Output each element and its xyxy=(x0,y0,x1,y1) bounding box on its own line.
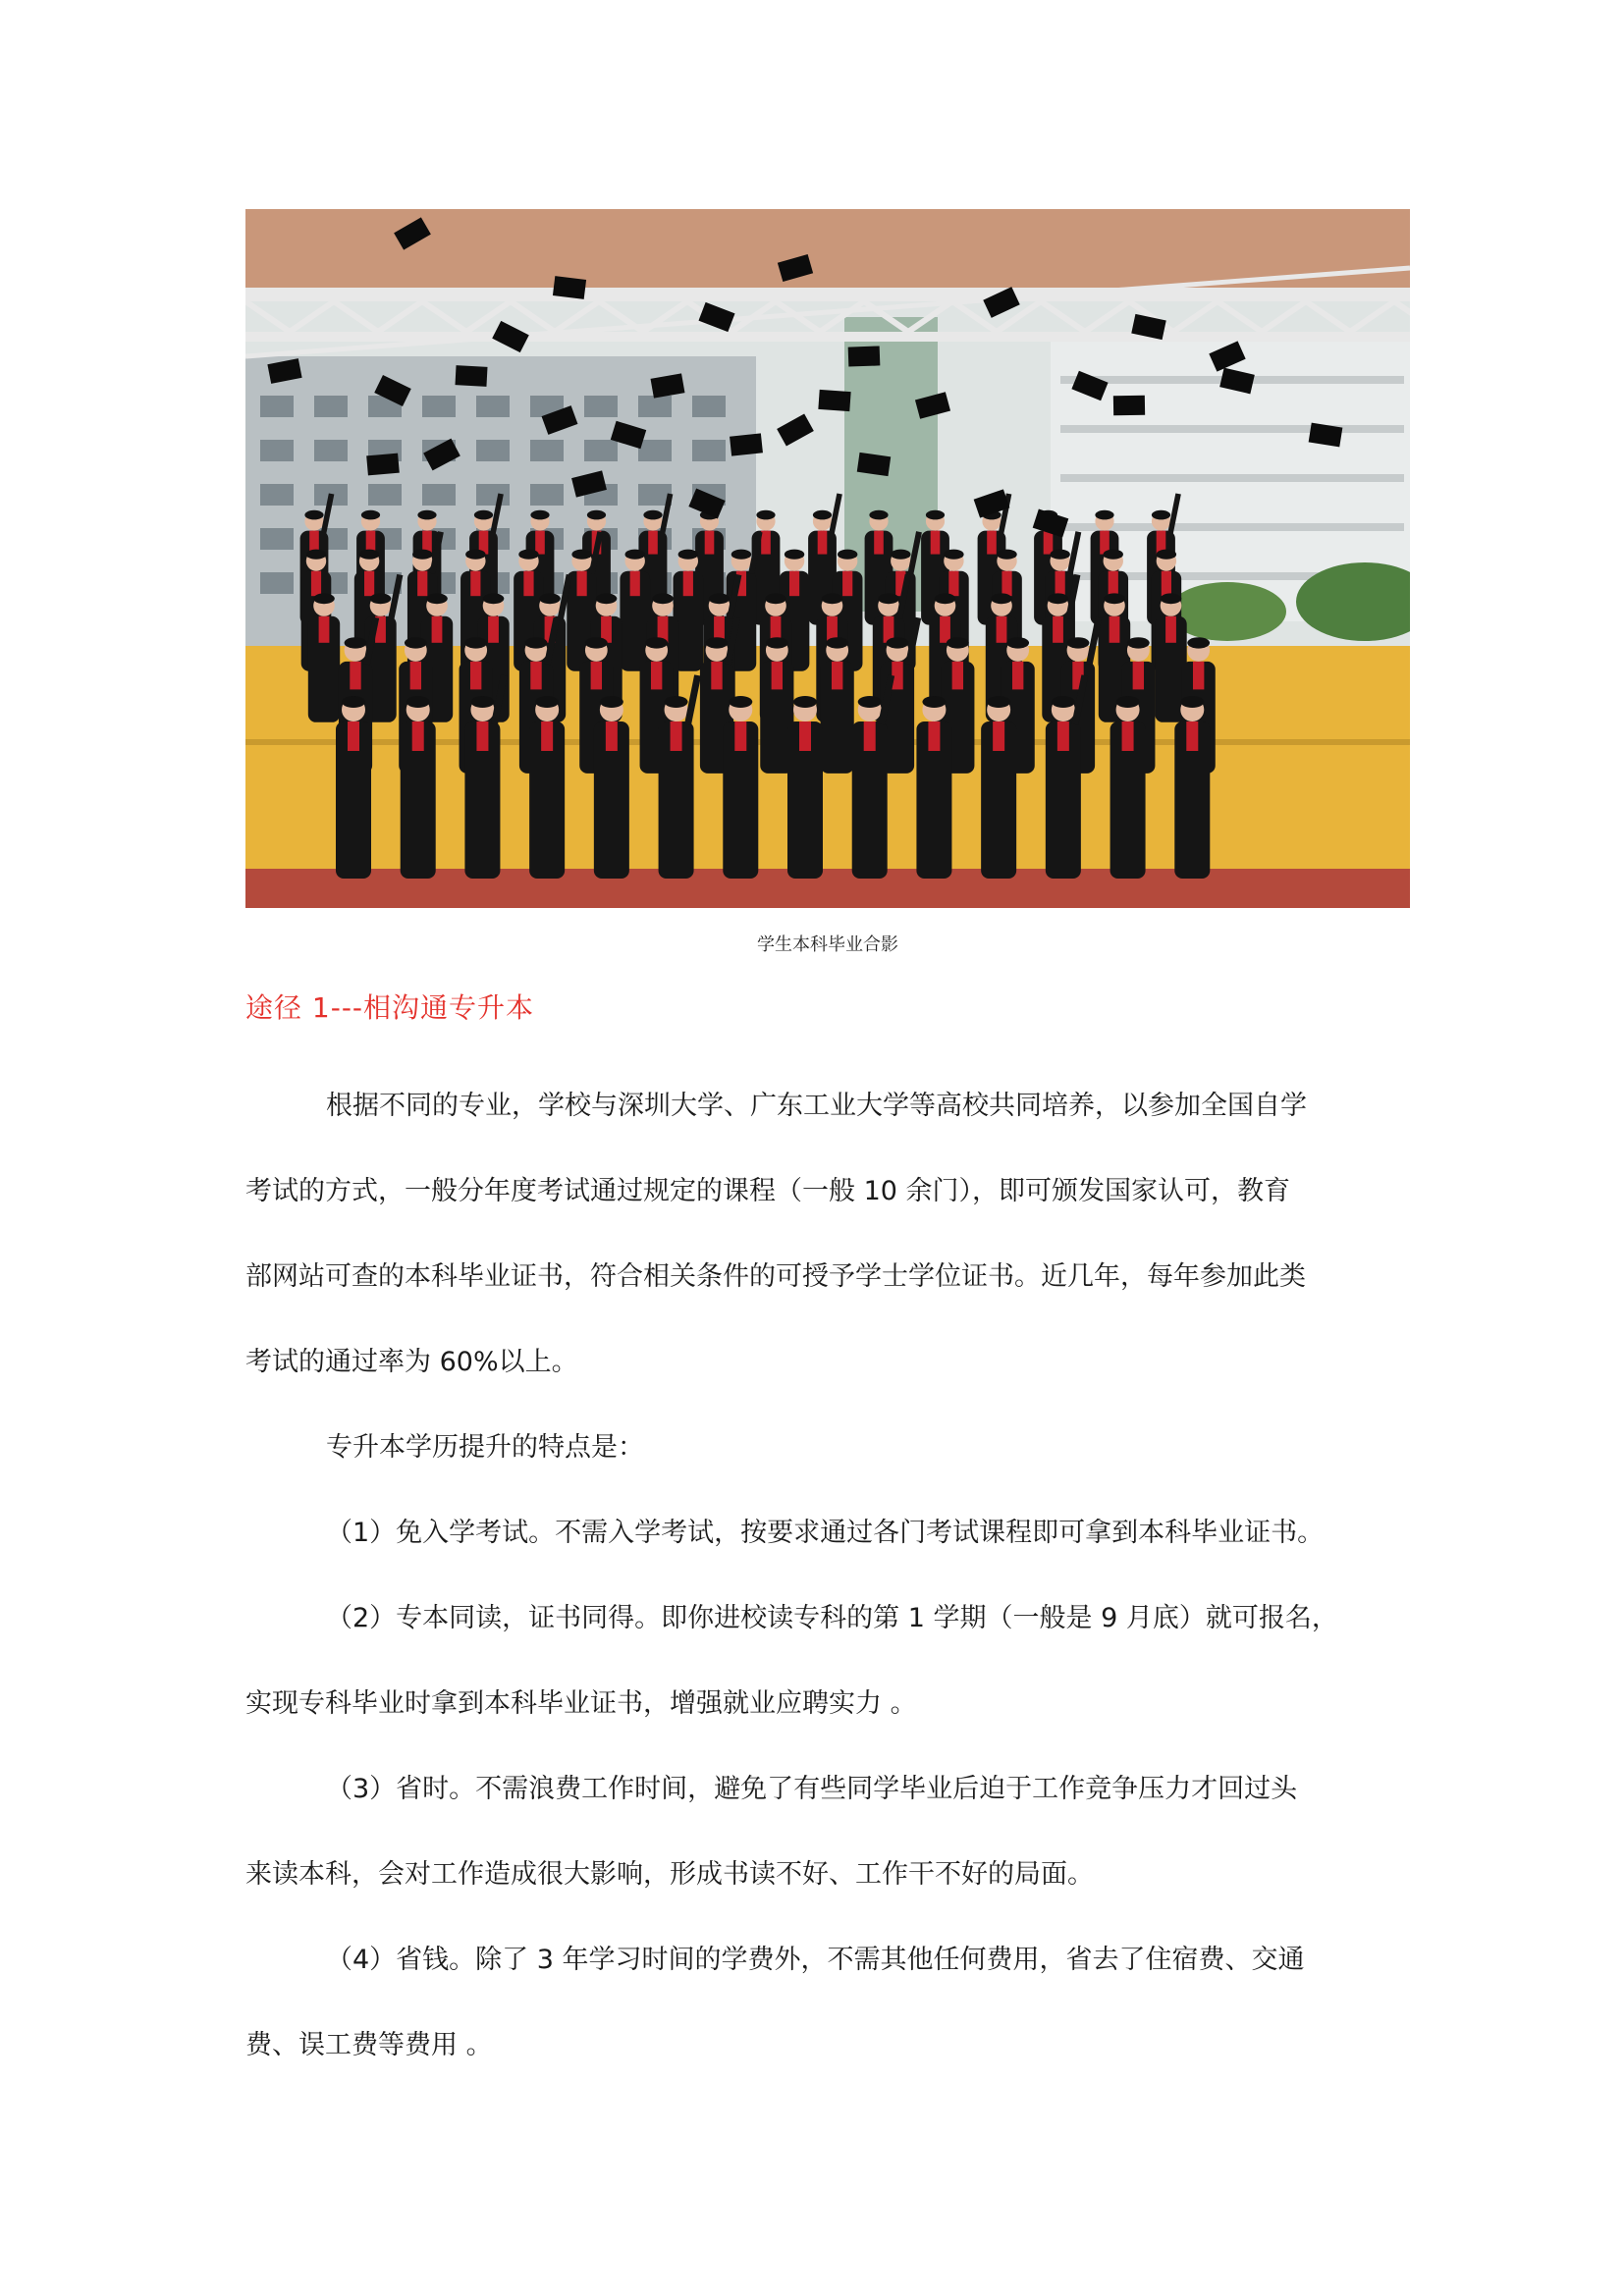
photo-graduate-hood xyxy=(651,662,662,690)
photo-graduate-hair xyxy=(926,510,945,520)
photo-graduate-hood xyxy=(319,616,330,643)
photo-graduate-hood xyxy=(311,571,321,597)
photo-graduate-hair xyxy=(359,550,379,560)
photo-graduate-hood xyxy=(630,571,640,597)
photo-graduate-hood xyxy=(874,531,884,555)
photo-graduate-hair xyxy=(997,550,1016,560)
photo-graduate-hood xyxy=(671,721,682,751)
photo-graduate-hair xyxy=(766,637,788,648)
paragraph-1-line-3: 部网站可查的本科毕业证书，符合相关条件的可授予学士学位证书。近几年，每年参加此类 xyxy=(245,1261,1306,1292)
photo-building-window xyxy=(530,484,564,506)
photo-graduate-hair xyxy=(1104,593,1125,604)
photo-flying-cap xyxy=(848,346,881,366)
photo-building-window xyxy=(260,528,294,550)
photo-graduate-hood xyxy=(1056,571,1065,597)
photo-graduate-hair xyxy=(665,696,688,708)
list-item-3-line-1: （3）省时。不需浪费工作时间，避免了有些同学毕业后迫于工作竞争压力才回过头 xyxy=(326,1774,1298,1804)
photo-graduate-hood xyxy=(993,721,1004,751)
photo-graduate-hood xyxy=(523,571,533,597)
photo-graduate-hair xyxy=(645,637,668,648)
photo-building-window xyxy=(476,484,510,506)
photo-graduate-hood xyxy=(1053,616,1063,643)
photo-building-window xyxy=(260,484,294,506)
photo-graduate-hair xyxy=(625,550,645,560)
photo-graduate-hair xyxy=(361,510,380,520)
photo-graduate-hair xyxy=(891,550,910,560)
photo-graduate-hair xyxy=(1157,550,1176,560)
list-item-4-line-1: （4）省钱。除了 3 年学习时间的学费外，不需其他任何费用，省去了住宿费、交通 xyxy=(326,1945,1305,1975)
photo-building-window xyxy=(476,440,510,461)
photo-building-window xyxy=(368,484,402,506)
paragraph-1-line-1: 根据不同的专业，学校与深圳大学、广东工业大学等高校共同培养，以参加全国自学 xyxy=(326,1091,1307,1121)
photo-graduate-hood xyxy=(417,571,427,597)
photo-graduate-hood xyxy=(535,531,545,555)
photo-graduate-hood xyxy=(864,721,876,751)
photo-graduate-hood xyxy=(350,662,360,690)
photo-graduate-hood xyxy=(789,571,799,597)
photo-flying-cap xyxy=(553,276,586,299)
photo-graduate-hair xyxy=(887,637,909,648)
paragraph-2-line-1: 专升本学历提升的特点是： xyxy=(326,1432,644,1463)
photo-graduate-hair xyxy=(678,550,698,560)
photo-building-window xyxy=(692,396,726,417)
list-item-1-line-1: （1）免入学考试。不需入学考试，按要求通过各门考试课程即可拿到本科毕业证书。 xyxy=(326,1518,1325,1548)
photo-graduate-hood xyxy=(541,721,553,751)
photo-flying-cap xyxy=(455,365,487,387)
photo-building-window xyxy=(260,440,294,461)
photo-graduate-hood xyxy=(832,662,842,690)
photo-graduate-hair xyxy=(417,510,436,520)
photo-graduate-hood xyxy=(1186,721,1198,751)
list-item-2-line-1: （2）专本同读，证书同得。即你进校读专科的第 1 学期（一般是 9 月底）就可报名， xyxy=(326,1603,1338,1633)
photo-graduate-hood xyxy=(470,662,481,690)
photo-graduate-hair xyxy=(483,593,505,604)
photo-building-window xyxy=(638,396,672,417)
list-item-2-line-2: 实现专科毕业时拿到本科毕业证书，增强就业应聘实力 。 xyxy=(245,1688,917,1719)
photo-graduate-hair xyxy=(1104,550,1123,560)
photo-graduate-hood xyxy=(799,721,811,751)
photo-graduate-hood xyxy=(412,721,424,751)
photo-graduate-hood xyxy=(530,662,541,690)
photo-graduate-hood xyxy=(987,531,997,555)
photo-graduate-hair xyxy=(869,510,888,520)
photo-graduate-hood xyxy=(842,571,852,597)
photo-graduate-hood xyxy=(940,616,950,643)
photo-graduate-hair xyxy=(465,550,485,560)
photo-graduate-hair xyxy=(987,696,1010,708)
photo-graduate-hair xyxy=(313,593,335,604)
photo-graduate-hood xyxy=(683,571,693,597)
photo-graduate-hair xyxy=(412,550,432,560)
photo-graduate-hood xyxy=(948,571,958,597)
photo-graduate-hair xyxy=(306,550,326,560)
photo-graduate-hood xyxy=(591,662,602,690)
photo-graduate-hair xyxy=(731,550,751,560)
photo-graduate-hood xyxy=(818,531,828,555)
photo-graduate-hair xyxy=(1161,593,1182,604)
photo-graduate-hair xyxy=(596,593,618,604)
photo-graduate-hair xyxy=(342,696,365,708)
photo-graduate-hood xyxy=(892,662,902,690)
photo-graduate-hair xyxy=(1052,696,1075,708)
photo-graduate-hair xyxy=(345,637,367,648)
photo-graduate-hair xyxy=(464,637,487,648)
photo-graduate-hair xyxy=(405,637,427,648)
photo-graduate-hood xyxy=(488,616,499,643)
photo-graduate-hair xyxy=(1152,510,1170,520)
photo-graduate-hood xyxy=(432,616,443,643)
photo-graduate-hair xyxy=(858,696,882,708)
photo-graduate-hair xyxy=(947,637,969,648)
photo-graduate-hair xyxy=(1067,637,1090,648)
photo-graduate-hair xyxy=(525,637,548,648)
photo-graduate-hood xyxy=(1012,662,1023,690)
photo-graduate-hood xyxy=(952,662,963,690)
photo-flying-cap xyxy=(366,454,400,476)
photo-graduate-hair xyxy=(1050,550,1069,560)
photo-building-window xyxy=(314,396,348,417)
photo-flying-cap xyxy=(1113,396,1145,416)
photo-flying-cap xyxy=(730,433,763,455)
photo-graduate-hair xyxy=(765,593,786,604)
photo-building-window xyxy=(422,484,456,506)
photo-building-window xyxy=(314,440,348,461)
photo-graduate-hair xyxy=(539,593,561,604)
photo-graduate-hair xyxy=(813,510,832,520)
list-item-4-line-2: 费、误工费等费用 。 xyxy=(245,2030,493,2060)
photo-graduate-hood xyxy=(1193,662,1204,690)
photo-graduate-hood xyxy=(928,721,940,751)
photo-graduate-hair xyxy=(370,593,392,604)
photo-building-balcony xyxy=(1060,425,1404,433)
photo-graduate-hair xyxy=(729,696,752,708)
photo-building-window xyxy=(422,396,456,417)
photo-graduate-hair xyxy=(756,510,775,520)
photo-graduate-hood xyxy=(348,721,359,751)
photo-graduate-hood xyxy=(1057,721,1069,751)
photo-graduate-hair xyxy=(706,637,729,648)
photo-graduate-hair xyxy=(1095,510,1113,520)
graduation-photo-illustration xyxy=(245,209,1410,908)
photo-graduate-hair xyxy=(826,637,848,648)
photo-graduate-hood xyxy=(734,721,746,751)
photo-graduate-hair xyxy=(709,593,731,604)
photo-graduate-hair xyxy=(878,593,899,604)
graduation-photo xyxy=(245,209,1410,908)
photo-flying-cap xyxy=(818,390,850,411)
photo-graduate-hair xyxy=(991,593,1012,604)
photo-graduate-hood xyxy=(1110,616,1120,643)
photo-graduate-hair xyxy=(474,510,493,520)
photo-graduate-hair xyxy=(304,510,323,520)
photo-graduate-hood xyxy=(931,531,941,555)
photo-building-window xyxy=(584,440,618,461)
photo-graduate-hair xyxy=(535,696,559,708)
photo-graduate-hood xyxy=(606,721,618,751)
photo-graduate-hood xyxy=(576,571,586,597)
photo-graduate-hair xyxy=(785,550,804,560)
photo-graduate-hood xyxy=(410,662,421,690)
photo-building-window xyxy=(260,572,294,594)
photo-graduate-hood xyxy=(772,662,783,690)
photo-building-window xyxy=(530,440,564,461)
photo-graduate-hood xyxy=(364,571,374,597)
photo-building-window xyxy=(476,396,510,417)
photo-graduate-hair xyxy=(587,510,606,520)
photo-caption: 学生本科毕业合影 xyxy=(757,934,898,955)
photo-graduate-hood xyxy=(648,531,658,555)
photo-graduate-hair xyxy=(406,696,430,708)
paragraph-1-line-2: 考试的方式，一般分年度考试通过规定的课程（一般 10 余门），即可颁发国家认可，教育 xyxy=(245,1176,1291,1206)
photo-graduate-hair xyxy=(822,593,843,604)
photo-graduate-hair xyxy=(426,593,448,604)
photo-building-window xyxy=(638,440,672,461)
photo-graduate-hair xyxy=(571,550,591,560)
photo-graduate-hair xyxy=(470,696,494,708)
photo-graduate-hair xyxy=(1006,637,1029,648)
photo-graduate-hood xyxy=(1109,571,1118,597)
photo-graduate-hood xyxy=(997,616,1007,643)
photo-graduate-hair xyxy=(530,510,549,520)
photo-graduate-hair xyxy=(922,696,946,708)
photo-graduate-hair xyxy=(793,696,817,708)
photo-truss-beam xyxy=(245,332,1410,342)
photo-building-window xyxy=(584,396,618,417)
photo-building-balcony xyxy=(1060,474,1404,482)
photo-building-window xyxy=(692,440,726,461)
photo-graduate-hair xyxy=(652,593,674,604)
photo-graduate-hair xyxy=(1048,593,1069,604)
photo-graduate-hood xyxy=(711,662,722,690)
photo-graduate-hood xyxy=(761,531,771,555)
photo-graduate-hair xyxy=(1180,696,1204,708)
photo-graduate-hood xyxy=(1165,616,1176,643)
photo-graduate-hood xyxy=(705,531,715,555)
paragraph-1-line-4: 考试的通过率为 60%以上。 xyxy=(245,1347,578,1377)
photo-graduate-hair xyxy=(1187,637,1210,648)
photo-graduate-hood xyxy=(470,571,480,597)
section-title: 途径 1---相沟通专升本 xyxy=(245,991,535,1024)
photo-graduate-hood xyxy=(1044,531,1054,555)
photo-graduate-hair xyxy=(935,593,956,604)
article-body xyxy=(245,1063,1384,2088)
photo-graduate-hair xyxy=(1127,637,1150,648)
photo-graduate-hair xyxy=(600,696,623,708)
photo-graduate-hood xyxy=(1162,571,1171,597)
list-item-3-line-2: 来读本科，会对工作造成很大影响，形成书读不好、工作干不好的局面。 xyxy=(245,1859,1094,1890)
photo-graduate-hood xyxy=(476,721,488,751)
photo-building-window xyxy=(260,396,294,417)
photo-graduate-hair xyxy=(1116,696,1140,708)
photo-graduate-hair xyxy=(944,550,963,560)
photo-graduate-hood xyxy=(1122,721,1134,751)
photo-graduate-hair xyxy=(643,510,662,520)
photo-graduate-hood xyxy=(1133,662,1144,690)
photo-graduate-hood xyxy=(1001,571,1011,597)
photo-graduate-hair xyxy=(518,550,538,560)
photo-graduate-hair xyxy=(838,550,857,560)
photo-graduate-hair xyxy=(585,637,608,648)
